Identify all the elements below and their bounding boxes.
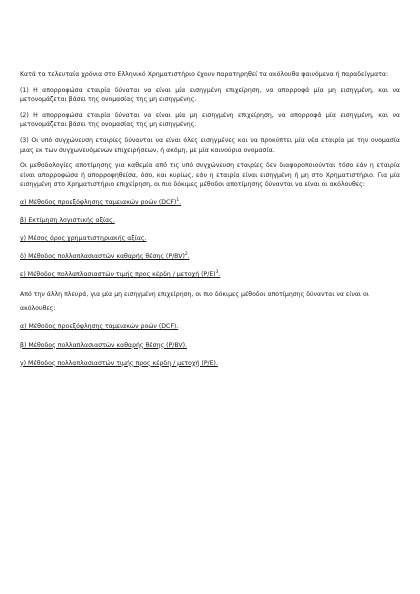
listed-methods-list [20,198,400,280]
method-text: γ) Μέθοδος πολλαπλασιαστών τιμής προς κέρδη / μετοχή (P/E). [20,359,218,367]
list-item [20,216,400,226]
footnote-ref: 2 [184,252,188,258]
list-item [20,234,400,244]
method-text: ε) Μέθοδος πολλαπλασιαστών τιμής προς κέρδη / μετοχή (P/E) [20,271,216,279]
case-paragraph-3: (3) Οι υπό συγχώνευση εταιρίες δύνανται να είναι όλες εισηγμένες και να προκύπτει μία νέα εταιρία με την ονομασία μιας εκ των συγχωνευόμενων επιχειρήσεων, ή ακόμη, με μία καινούρια ονομασία. [20,136,400,154]
case-paragraph-2: (2) Η απορροφώσα εταιρία δύναται να είναι μία μη εισηγμένη επιχείρηση, να απορροφά μία εισηγμένη, και να μετονομάζεται βάσει της ονομασίας της μη εισηγμένης. [20,111,400,129]
case-paragraph-1: (1) Η απορροφώσα εταιρία δύναται να είναι μία εισηγμένη επιχείρηση, να απορροφά μία μη εισηγμένη, και να μετονομάζεται βάσει της ονομασίας της μη εισηγμένης. [20,86,400,104]
method-text: β) Εκτίμηση λογιστικής αξίας. [20,217,115,225]
method-trail: . [218,271,221,279]
method-text: α) Μέθοδος προεξόφλησης ταμειακών ροών (DCF). [20,323,179,331]
list-item [20,341,400,351]
method-trail: . [187,253,190,261]
methods-intro-paragraph: Οι μεθοδολογίες αποτίμησης για καθεμία από τις υπό συγχώνευση εταιρίες δεν διαφοροποιούνται τόσο εάν η εταιρία είναι απορροφώσα ή απορροφηθείσα, όσο, και κυρίως, εάν η εταιρία είναι εισηγμένη ή μη στο Χρηματιστήριο. Για μία εισηγμένη στο Χρηματιστήριο επιχείρηση, οι πιο δόκιμες μέθοδοι αποτίμησης δύνανται να είναι οι ακόλουθες: [20,162,400,189]
list-item [20,359,400,369]
list-item [20,252,400,262]
unlisted-methods-list [20,322,400,368]
list-item [20,322,400,332]
footnote-ref: 3 [215,270,219,276]
list-item [20,270,400,280]
list-item [20,198,400,208]
method-text: α) Μέθοδος προεξόφλησης ταμειακών ροών (DCF) [20,198,177,206]
method-text: β) Μέθοδος πολλαπλασιαστών καθαρής θέσης (P/BV). [20,341,187,349]
method-text: δ) Μέθοδος πολλαπλασιαστών καθαρής θέσης (P/BV) [20,253,185,261]
method-text: γ) Μέσος όρος χρηματιστηριακής αξίας. [20,235,147,243]
footnote-ref: 1 [176,197,180,203]
intro-paragraph: Κατά τα τελευταία χρόνια στο Ελληνικό Χρηματιστήριο έχουν παρατηρηθεί τα ακόλουθα φαινόμενα ή παραδείγματα: [20,71,389,78]
document-page [20,70,400,377]
method-trail: . [179,198,182,206]
unlisted-intro-paragraph: Από την άλλη πλευρά, για μία μη εισηγμένη επιχείρηση, οι πιο δόκιμες μέθοδοι αποτίμησης δύνανται να είναι οι ακόλουθες: [20,291,369,313]
